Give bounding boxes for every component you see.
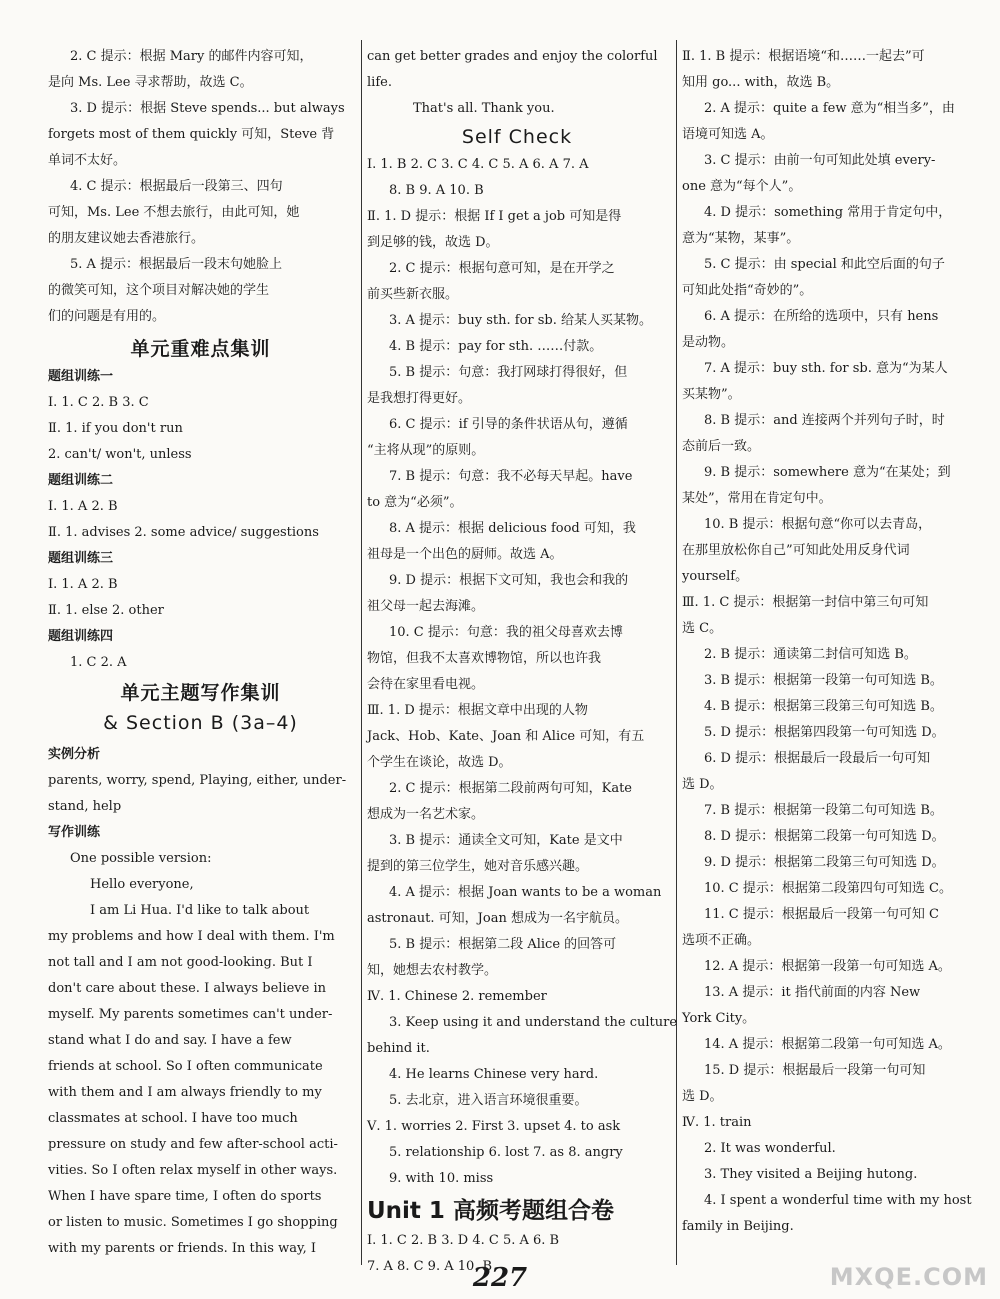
text-line: not tall and I am not good-looking. But I [48,955,313,970]
text-line: 7. A 提示：buy sth. for sb. 意为“为某人 [704,361,948,376]
self-check-heading: Self Check [461,126,573,148]
text-line: 4. D 提示：something 常用于肯定句中， [704,205,952,220]
text-line: 3. A 提示：buy sth. for sb. 给某人买某物。 [389,313,653,328]
text-line: 2. C 提示：根据第二段前两句可知，Kate [389,781,632,796]
text-line: 8. B 9. A 10. B [389,183,484,198]
text-line: 4. A 提示：根据 Joan wants to be a woman [389,885,662,900]
text-line: 9. B 提示：somewhere 意为“在某处；到 [704,465,951,480]
text-line: or listen to music. Sometimes I go shopping [48,1215,338,1230]
text-line: 2. B 提示：通读第二封信可知选 B。 [704,647,917,662]
group-answers [48,650,353,676]
text-line: 6. C 提示：if 引导的条件状语从句，遵循 [389,417,628,432]
text-line: behind it. [367,1041,430,1056]
text-line: 在那里放松你自己”可知此处用反身代词 [682,543,910,558]
text-line: 4. B 提示：pay for sth. ……付款。 [389,339,603,354]
text-line: 4. C 提示：根据最后一段第三、四句 [70,179,283,194]
text-line: don't care about these. I always believe in [48,981,326,996]
text-line: 想成为一名艺术家。 [367,807,485,822]
text-line: 态前后一致。 [682,439,761,454]
group-label: 题组训练二 [48,473,114,488]
text-line: 6. A 提示：在所给的选项中，只有 hens [704,309,939,324]
text-line: 2. A 提示：quite a few 意为“相当多”，由 [704,101,955,116]
text-line: 们的问题是有用的。 [48,309,166,324]
text-line: Ⅰ. 1. C 2. B 3. D 4. C 5. A 6. B [367,1233,560,1248]
text-line: 3. Keep using it and understand the culture [389,1015,678,1030]
answer-lines [48,44,353,330]
text-line: Ⅰ. 1. C 2. B 3. C [48,395,149,410]
text-line: 的微笑可知，这个项目对解决她的学生 [48,283,270,298]
text-line: Ⅳ. 1. train [682,1115,752,1130]
column-divider-right [676,40,677,1265]
text-line: 3. D 提示：根据 Steve spends... but always [70,101,345,116]
text-line: 3. B 提示：根据第一段第一句可知选 B。 [704,673,943,688]
section-heading: 单元主题写作集训 [120,682,281,704]
text-line: 单词不太好。 [48,153,127,168]
group-label: 题组训练四 [48,629,114,644]
group-label: 题组训练三 [48,551,114,566]
text-line: 选 D。 [682,777,723,792]
text-line: 6. D 提示：根据最后一段最后一句可知 [704,751,931,766]
text-line: 2. can't/ won't, unless [48,447,192,462]
text-line: astronaut. 可知，Joan 想成为一名宇航员。 [367,911,628,926]
essay-intro: One possible version: [70,851,212,866]
text-line: stand what I do and say. I have a few [48,1033,292,1048]
text-line: pressure on study and few after-school acti- [48,1137,338,1152]
writing-label: 写作训练 [48,825,101,840]
text-line: myself. My parents sometimes can't under- [48,1007,333,1022]
essay-first-line: I am Li Hua. I'd like to talk about [90,903,310,918]
text-line: 7. B 提示：句意：我不必每天早起。have [389,469,633,484]
text-line: Ⅱ. 1. advises 2. some advice/ suggestions [48,525,319,540]
essay-body [48,924,353,1262]
text-line: 是我想打得更好。 [367,391,472,406]
text-line: 10. C 提示：句意：我的祖父母喜欢去博 [389,625,623,640]
text-line: Ⅱ. 1. D 提示：根据 If I get a job 可知是得 [367,209,622,224]
text-line: 3. They visited a Beijing hutong. [704,1167,918,1182]
section-subheading: & Section B (3a–4) [103,712,298,734]
text-line: 2. It was wonderful. [704,1141,836,1156]
text-line: Ⅰ. 1. B 2. C 3. C 4. C 5. A 6. A 7. A [367,157,589,172]
text-line: my problems and how I deal with them. I'm [48,929,335,944]
text-line: 到足够的钱，故选 D。 [367,235,499,250]
text-line: can get better grades and enjoy the colorful [367,49,658,64]
text-line: 3. B 提示：通读全文可知，Kate 是文中 [389,833,623,848]
text-line: with them and I am always friendly to my [48,1085,322,1100]
text-line: classmates at school. I have too much [48,1111,298,1126]
text-line: 2. C 提示：根据 Mary 的邮件内容可知， [70,49,313,64]
text-line: 2. C 提示：根据句意可知，是在开学之 [389,261,615,276]
text-line: 个学生在谈论，故选 D。 [367,755,512,770]
text-line: forgets most of them quickly 可知，Steve 背 [48,127,335,142]
text-line: 4. He learns Chinese very hard. [389,1067,599,1082]
text-line: 提到的第三位学生，她对音乐感兴趣。 [367,859,589,874]
group-answers [48,390,353,468]
text-line: 9. D 提示：根据第二段第三句可知选 D。 [704,855,945,870]
text-line: 1. C 2. A [70,655,127,670]
text-line: 可知此处指“奇妙的”。 [682,283,813,298]
text-line: 5. B 提示：句意：我打网球打得很好，但 [389,365,628,380]
text-line: stand, help [48,799,122,814]
text-line: 可知，Ms. Lee 不想去旅行，由此可知，她 [48,205,300,220]
text-line: 8. D 提示：根据第二段第一句可知选 D。 [704,829,945,844]
text-line: friends at school. So I often communicate [48,1059,323,1074]
text-line: 7. A 8. C 9. A 10. B [367,1259,493,1274]
text-line: 15. D 提示：根据最后一段第一句可知 [704,1063,926,1078]
text-line: 选 D。 [682,1089,723,1104]
text-line: Ⅳ. 1. Chinese 2. remember [367,989,547,1004]
essay-greeting: Hello everyone, [90,877,194,892]
text-line: Ⅲ. 1. C 提示：根据第一封信中第三句可知 [682,595,929,610]
text-line: to 意为“必须”。 [367,495,463,510]
text-line: Ⅰ. 1. A 2. B [48,577,118,592]
text-line: York City。 [682,1011,756,1026]
text-line: 祖父母一起去海滩。 [367,599,485,614]
text-line: 语境可知选 A。 [682,127,774,142]
column-divider-left [361,40,362,1265]
text-line: 某处”，常用在肯定句中。 [682,491,832,506]
text-line: 4. B 提示：根据第三段第三句可知选 B。 [704,699,943,714]
text-line: life. [367,75,392,90]
text-line: 3. C 提示：由前一句可知此处填 every- [704,153,936,168]
text-line: 知，她想去农村教学。 [367,963,498,978]
column-middle [367,44,678,1280]
text-line: Jack、Hob、Kate、Joan 和 Alice 可知，有五 [367,729,645,744]
text-line: 买某物”。 [682,387,741,402]
text-line: 5. relationship 6. lost 7. as 8. angry [389,1145,623,1160]
text-line: family in Beijing. [682,1219,794,1234]
text-line: 10. C 提示：根据第二段第四句可知选 C。 [704,881,952,896]
text-line: 的朋友建议她去香港旅行。 [48,231,205,246]
text-line: 选 C。 [682,621,723,636]
text-line: When I have spare time, I often do sports [48,1189,322,1204]
text-line: 12. A 提示：根据第一段第一句可知选 A。 [704,959,951,974]
text-line: “主将从现”的原则。 [367,443,485,458]
page-number: 227 [472,1263,528,1293]
text-line: 知用 go... with，故选 B。 [682,75,840,90]
text-line: 是向 Ms. Lee 寻求帮助，故选 C。 [48,75,253,90]
text-line: 5. A 提示：根据最后一段末句她脸上 [70,257,283,272]
column-right [682,44,982,1240]
text-line: 9. with 10. miss [389,1171,494,1186]
answer-lines [367,152,678,1192]
text-line: 9. D 提示：根据下文可知，我也会和我的 [389,573,629,588]
text-line: yourself。 [682,569,749,584]
text-line: with my parents or friends. In this way, I [48,1241,316,1256]
text-line: 物馆，但我不太喜欢博物馆，所以也许我 [367,651,602,666]
text-line: 5. D 提示：根据第四段第一句可知选 D。 [704,725,945,740]
text-line: 10. B 提示：根据句意“你可以去青岛， [704,517,932,532]
answer-lines [682,44,982,1240]
text-line: vities. So I often relax myself in other ways. [48,1163,338,1178]
essay-continued [367,44,667,96]
text-line: 意为“某物，某事”。 [682,231,800,246]
text-line: 7. B 提示：根据第一段第二句可知选 B。 [704,803,943,818]
text-line: Ⅰ. 1. A 2. B [48,499,118,514]
text-line: 4. I spent a wonderful time with my host [704,1193,972,1208]
text-line: 5. C 提示：由 special 和此空后面的句子 [704,257,945,272]
text-line: parents, worry, spend, Playing, either, under- [48,773,347,788]
text-line: Ⅲ. 1. D 提示：根据文章中出现的人物 [367,703,588,718]
section-heading: 单元重难点集训 [130,338,271,360]
text-line: 11. C 提示：根据最后一段第一句可知 C [704,907,939,922]
text-line: 13. A 提示：it 指代前面的内容 New [704,985,921,1000]
text-line: 5. 去北京，进入语言环境很重要。 [389,1093,588,1108]
text-line: 8. B 提示：and 连接两个并列句子时，时 [704,413,945,428]
text-line: 是动物。 [682,335,735,350]
text-line: 祖母是一个出色的厨师。故选 A。 [367,547,563,562]
group-answers [48,494,353,546]
text-line: 会待在家里看电视。 [367,677,485,692]
text-line: Ⅱ. 1. if you don't run [48,421,183,436]
group-label: 题组训练一 [48,369,114,384]
text-line: Ⅴ. 1. worries 2. First 3. upset 4. to ask [367,1119,621,1134]
text-line: 选项不正确。 [682,933,761,948]
watermark: MXQE.COM [829,1263,988,1291]
text-line: one 意为“每个人”。 [682,179,802,194]
text-line: Ⅱ. 1. B 提示：根据语境“和……一起去”可 [682,49,925,64]
column-left [48,44,353,1262]
text-line: 8. A 提示：根据 delicious food 可知，我 [389,521,636,536]
unit-test-heading: Unit 1 高频考题组合卷 [367,1198,614,1224]
text-line: 14. A 提示：根据第二段第一句可知选 A。 [704,1037,951,1052]
group-answers [48,572,353,624]
text-line: 前买些新衣服。 [367,287,459,302]
text-line: 5. B 提示：根据第二段 Alice 的回答可 [389,937,617,952]
text-line: Ⅱ. 1. else 2. other [48,603,164,618]
analysis-label: 实例分析 [48,747,101,762]
essay-closing: That's all. Thank you. [413,101,555,116]
analysis-answers [48,768,353,820]
